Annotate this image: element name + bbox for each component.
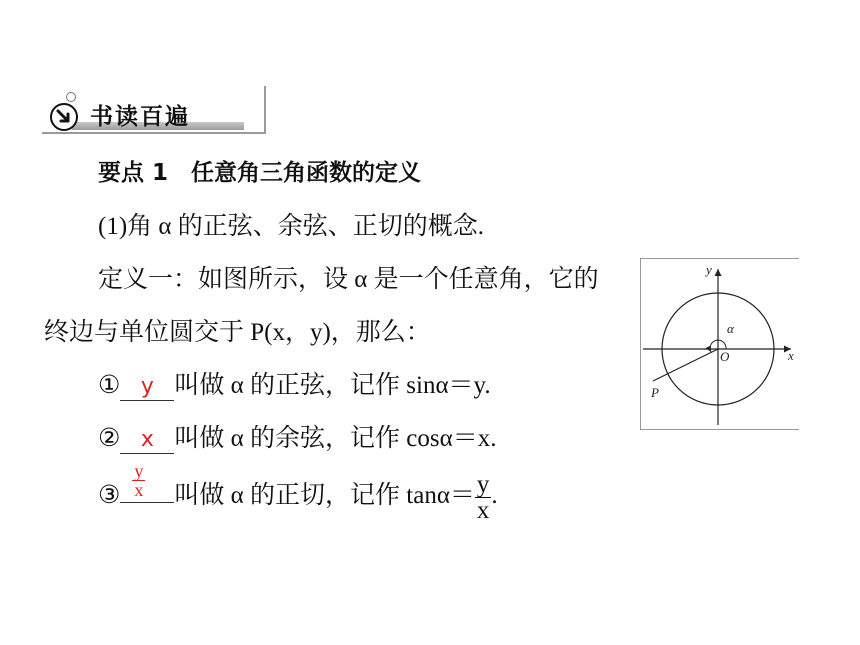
formula-tail: . (491, 482, 498, 510)
answer-text: x (140, 427, 154, 452)
section-title: 书读百遍 (90, 104, 190, 130)
section-header-tab (42, 86, 266, 134)
item-tangent (98, 461, 498, 524)
definition-line-2: 终边与单位圆交于 P(x，y)，那么： (44, 319, 431, 346)
arrow-down-right-icon (50, 103, 78, 131)
angle-label: α (727, 321, 734, 336)
answer-text: y (140, 374, 154, 399)
answer-blank (120, 425, 174, 454)
concept-line: (1)角 α 的正弦、余弦、正切的概念. (98, 213, 484, 240)
answer-blank (120, 461, 174, 503)
formula-numerator: y (476, 471, 490, 498)
answer-numerator: y (134, 461, 144, 482)
item-marker: ③ (98, 482, 121, 510)
unit-circle-figure (640, 258, 799, 430)
point-p-label: P (651, 385, 659, 400)
small-circle-icon (66, 92, 76, 102)
answer-blank (120, 372, 174, 401)
item-text: 叫做 α 的正切，记作 tanα＝ (174, 482, 475, 510)
y-axis-label: y (706, 262, 712, 277)
x-axis-label: x (788, 348, 794, 363)
answer-denominator: x (134, 480, 144, 501)
item-cosine (98, 418, 496, 454)
tan-formula-fraction (475, 472, 492, 523)
item-text: 叫做 α 的余弦，记作 cosα＝x. (174, 425, 497, 452)
definition-line-1: 定义一：如图所示，设 α 是一个任意角，它的 (98, 266, 599, 293)
item-marker: ① (98, 372, 121, 399)
formula-denominator: x (476, 497, 490, 524)
answer-fraction (132, 462, 145, 499)
origin-label: O (720, 349, 730, 364)
item-text: 叫做 α 的正弦，记作 sinα＝y. (174, 372, 491, 399)
point-heading: 要点 1 任意角三角函数的定义 (98, 160, 422, 186)
item-marker: ② (98, 425, 121, 452)
item-sine (98, 365, 491, 401)
